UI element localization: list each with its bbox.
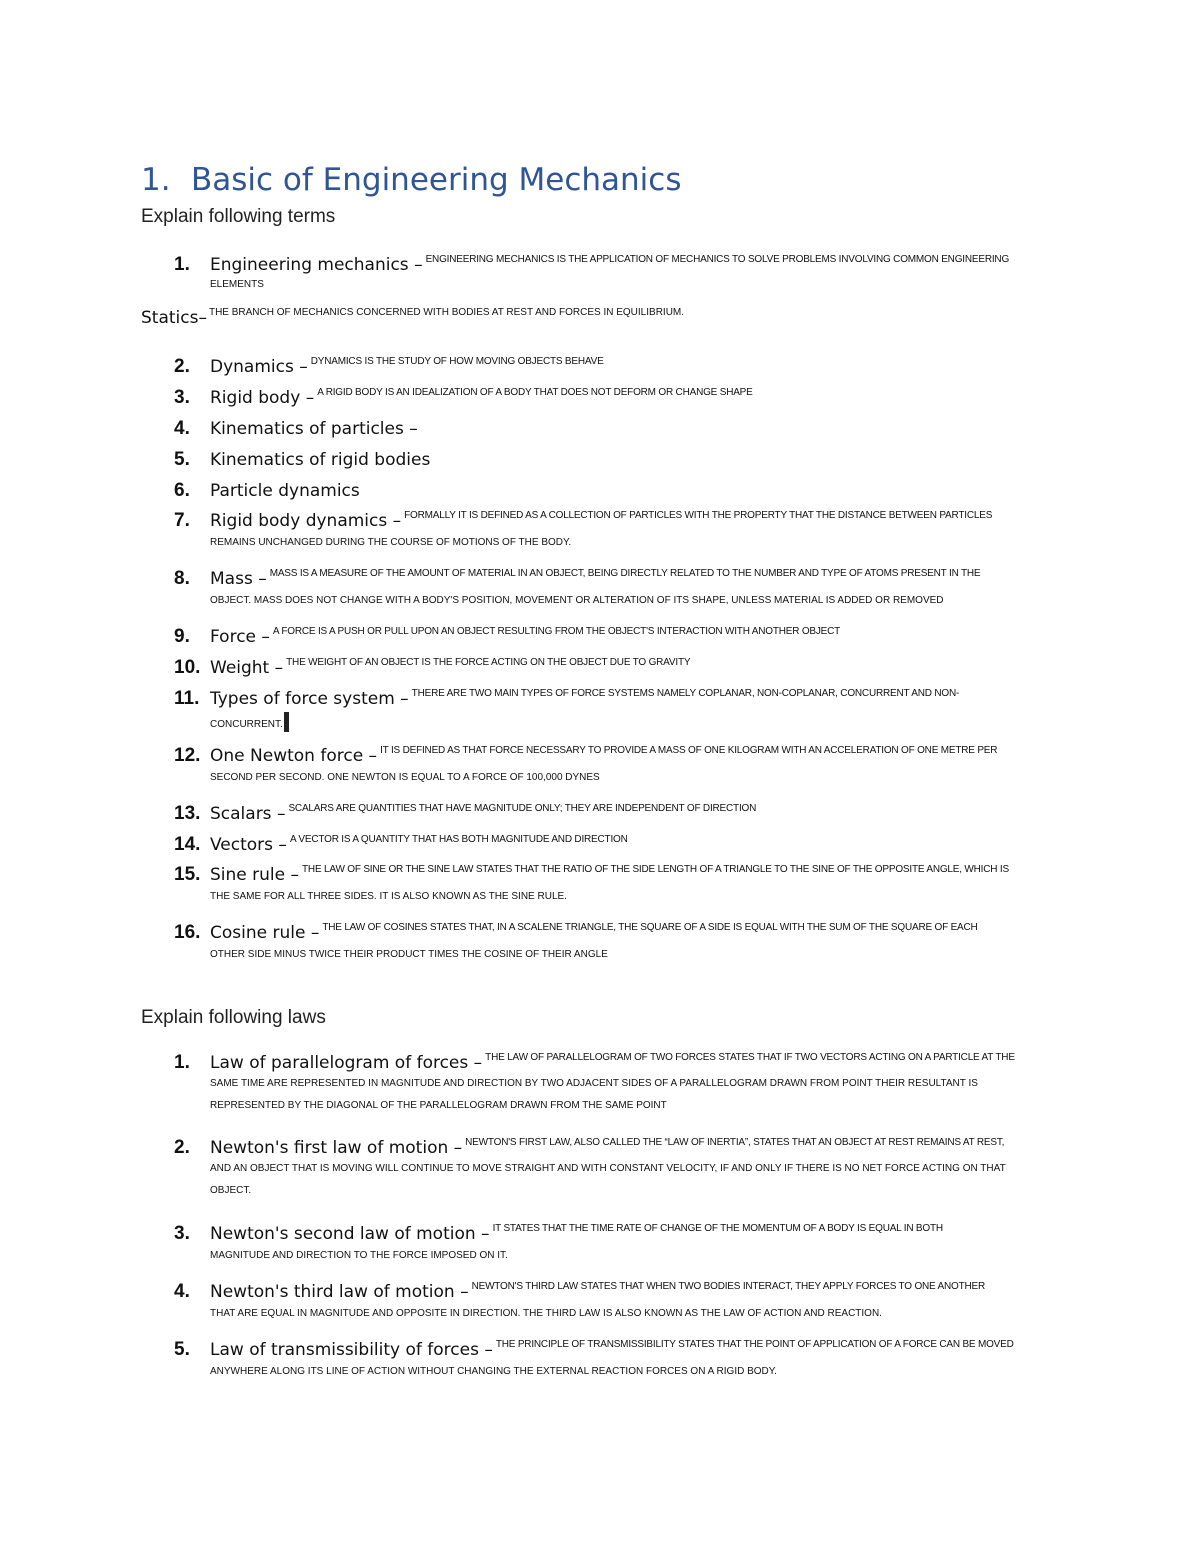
list-item <box>174 354 1074 380</box>
item-term: Sine rule – <box>210 865 300 885</box>
list-item <box>174 655 1074 681</box>
item-definition-continued <box>210 712 1074 732</box>
item-term: Rigid body – <box>210 388 315 408</box>
item-definition-continued: REMAINS UNCHANGED DURING THE COURSE OF MOTIONS OF THE BODY. <box>210 537 572 548</box>
item-number: 1. <box>174 1052 190 1073</box>
item-definition: FORMALLY IT IS DEFINED AS A COLLECTION OF PARTICLES WITH THE PROPERTY THAT THE DISTANCE BETWEEN PARTICLES <box>404 510 993 521</box>
item-term: Mass – <box>210 569 267 589</box>
item-number: 16. <box>174 922 201 943</box>
list-item <box>174 862 1074 903</box>
item-number: 14. <box>174 834 201 855</box>
list-item <box>174 416 1074 442</box>
item-number: 2. <box>174 1137 190 1158</box>
item-number: 15. <box>174 864 201 885</box>
item-definition: A VECTOR IS A QUANTITY THAT HAS BOTH MAGNITUDE AND DIRECTION <box>289 834 628 845</box>
item-definition: NEWTON'S FIRST LAW, ALSO CALLED THE “LAW OF INERTIA”, STATES THAT AN OBJECT AT REST REMAINS AT REST, <box>465 1137 1005 1148</box>
item-number: 9. <box>174 626 190 647</box>
item-number: 4. <box>174 418 190 439</box>
list-item <box>174 624 1074 650</box>
list-item <box>174 447 1074 473</box>
title-text: Basic of Engineering Mechanics <box>191 162 682 198</box>
item-term: Cosine rule – <box>210 923 320 943</box>
item-definition-continued: OBJECT. MASS DOES NOT CHANGE WITH A BODY'S POSITION, MOVEMENT OR ALTERATION OF ITS SHAPE, UNLESS MATERIAL IS ADDED OR REMOVED <box>210 595 944 606</box>
item-definition: IT IS DEFINED AS THAT FORCE NECESSARY TO PROVIDE A MASS OF ONE KILOGRAM WITH AN ACCELERATION OF ONE METRE PER <box>380 745 998 756</box>
item-definition: DYNAMICS IS THE STUDY OF HOW MOVING OBJECTS BEHAVE <box>310 356 604 367</box>
item-definition: IT STATES THAT THE TIME RATE OF CHANGE OF THE MOMENTUM OF A BODY IS EQUAL IN BOTH <box>492 1223 943 1234</box>
item-definition: THE LAW OF SINE OR THE SINE LAW STATES THAT THE RATIO OF THE SIDE LENGTH OF A TRIANGLE TO THE SINE OF THE OPPOSITE ANGLE, WHICH IS <box>302 864 1009 875</box>
item-term: Engineering mechanics – <box>210 255 423 275</box>
item-definition: A FORCE IS A PUSH OR PULL UPON AN OBJECT RESULTING FROM THE OBJECT'S INTERACTION WITH ANOTHER OBJECT <box>272 626 841 637</box>
item-number: 13. <box>174 803 201 824</box>
statics-definition: THE BRANCH OF MECHANICS CONCERNED WITH BODIES AT REST AND FORCES IN EQUILIBRIUM. <box>208 307 685 318</box>
item-number: 1. <box>174 254 190 275</box>
item-definition: SCALARS ARE QUANTITIES THAT HAVE MAGNITUDE ONLY; THEY ARE INDEPENDENT OF DIRECTION <box>288 803 757 814</box>
item-term: Weight – <box>210 658 284 678</box>
list-item <box>174 801 1074 827</box>
item-definition: MASS IS A MEASURE OF THE AMOUNT OF MATERIAL IN AN OBJECT, BEING DIRECTLY RELATED TO THE NUMBER AND TYPE OF ATOMS PRESENT IN THE <box>269 568 981 579</box>
item-definition-continued: ANYWHERE ALONG ITS LINE OF ACTION WITHOUT CHANGING THE EXTERNAL REACTION FORCES ON A RIGID BODY. <box>210 1366 777 1377</box>
list-item <box>174 743 1074 784</box>
list-item <box>174 832 1074 858</box>
item-number: 6. <box>174 480 190 501</box>
item-definition-continued: ELEMENTS <box>210 279 264 290</box>
item-term: Kinematics of particles – <box>210 419 418 439</box>
list-item <box>174 1135 1074 1205</box>
statics-line <box>141 308 684 328</box>
item-number: 12. <box>174 745 201 766</box>
item-definition-continued: AND AN OBJECT THAT IS MOVING WILL CONTINUE TO MOVE STRAIGHT AND WITH CONSTANT VELOCITY, IF AND ONLY IF THERE IS NO NET FORCE ACTING ON THAT <box>210 1163 1006 1174</box>
item-definition-continued: OTHER SIDE MINUS TWICE THEIR PRODUCT TIMES THE COSINE OF THEIR ANGLE <box>210 949 608 960</box>
item-number: 5. <box>174 449 190 470</box>
terms-heading: Explain following terms <box>141 206 336 227</box>
list-item <box>174 1337 1074 1378</box>
list-item <box>174 1221 1074 1262</box>
item-number: 4. <box>174 1281 190 1302</box>
item-term: Newton's first law of motion – <box>210 1138 463 1158</box>
item-term: Law of parallelogram of forces – <box>210 1053 483 1073</box>
item-definition: THE LAW OF PARALLELOGRAM OF TWO FORCES STATES THAT IF TWO VECTORS ACTING ON A PARTICLE AT THE <box>485 1052 1015 1063</box>
item-term: Scalars – <box>210 804 286 824</box>
item-definition: THERE ARE TWO MAIN TYPES OF FORCE SYSTEMS NAMELY COPLANAR, NON-COPLANAR, CONCURRENT AND NON- <box>411 688 960 699</box>
item-term: Types of force system – <box>210 689 409 709</box>
item-term: Force – <box>210 627 270 647</box>
item-term: Particle dynamics <box>210 481 360 501</box>
item-number: 3. <box>174 387 190 408</box>
item-term: Dynamics – <box>210 357 308 377</box>
item-term: Law of transmissibility of forces – <box>210 1340 493 1360</box>
item-number: 2. <box>174 356 190 377</box>
list-item <box>174 508 1074 549</box>
list-item <box>174 252 1074 291</box>
item-term: Rigid body dynamics – <box>210 511 402 531</box>
item-definition-continued: THAT ARE EQUAL IN MAGNITUDE AND OPPOSITE IN DIRECTION. THE THIRD LAW IS ALSO KNOWN AS THE LAW OF ACTION AND REACTION. <box>210 1308 882 1319</box>
item-definition-continued: MAGNITUDE AND DIRECTION TO THE FORCE IMPOSED ON IT. <box>210 1250 508 1261</box>
item-definition: THE LAW OF COSINES STATES THAT, IN A SCALENE TRIANGLE, THE SQUARE OF A SIDE IS EQUAL WITH THE SUM OF THE SQUARE OF EACH <box>322 922 978 933</box>
list-item <box>174 1050 1074 1120</box>
list-item <box>174 478 1074 504</box>
item-term: Newton's second law of motion – <box>210 1224 490 1244</box>
page-title <box>141 162 681 198</box>
list-item <box>174 1279 1074 1320</box>
item-term: Kinematics of rigid bodies <box>210 450 431 470</box>
list-item <box>174 385 1074 411</box>
list-item <box>174 566 1074 607</box>
item-number: 10. <box>174 657 201 678</box>
item-number: 8. <box>174 568 190 589</box>
item-number: 3. <box>174 1223 190 1244</box>
item-definition-continued: REPRESENTED BY THE DIAGONAL OF THE PARALLELOGRAM DRAWN FROM THE SAME POINT <box>210 1100 667 1111</box>
item-definition-continued: SAME TIME ARE REPRESENTED IN MAGNITUDE AND DIRECTION BY TWO ADJACENT SIDES OF A PARALLELOGRAM DRAWN FROM POINT THEIR RESULTANT IS <box>210 1078 978 1089</box>
item-definition-continued: THE SAME FOR ALL THREE SIDES. IT IS ALSO KNOWN AS THE SINE RULE. <box>210 891 567 902</box>
laws-heading: Explain following laws <box>141 1007 326 1028</box>
item-definition: THE PRINCIPLE OF TRANSMISSIBILITY STATES THAT THE POINT OF APPLICATION OF A FORCE CAN BE MOVED <box>495 1339 1014 1350</box>
list-item <box>174 686 1074 732</box>
list-item <box>174 920 1074 961</box>
item-number: 7. <box>174 510 190 531</box>
item-number: 11. <box>174 688 200 709</box>
item-definition-continued: SECOND PER SECOND. ONE NEWTON IS EQUAL TO A FORCE OF 100,000 DYNES <box>210 772 600 783</box>
item-number: 5. <box>174 1339 190 1360</box>
text-cursor <box>284 712 289 732</box>
item-term: Newton's third law of motion – <box>210 1282 469 1302</box>
title-number: 1. <box>141 162 171 198</box>
item-definition: A RIGID BODY IS AN IDEALIZATION OF A BODY THAT DOES NOT DEFORM OR CHANGE SHAPE <box>317 387 753 398</box>
statics-term: Statics– <box>141 308 207 328</box>
item-definition: THE WEIGHT OF AN OBJECT IS THE FORCE ACTING ON THE OBJECT DUE TO GRAVITY <box>286 657 691 668</box>
item-definition-text: CONCURRENT. <box>210 719 283 730</box>
item-definition: NEWTON'S THIRD LAW STATES THAT WHEN TWO BODIES INTERACT, THEY APPLY FORCES TO ONE ANOTHER <box>471 1281 986 1292</box>
item-definition: ENGINEERING MECHANICS IS THE APPLICATION OF MECHANICS TO SOLVE PROBLEMS INVOLVING COMMON ENGINEERING <box>425 254 1010 265</box>
item-definition-continued: OBJECT. <box>210 1185 252 1196</box>
item-term: One Newton force – <box>210 746 378 766</box>
item-term: Vectors – <box>210 835 287 855</box>
